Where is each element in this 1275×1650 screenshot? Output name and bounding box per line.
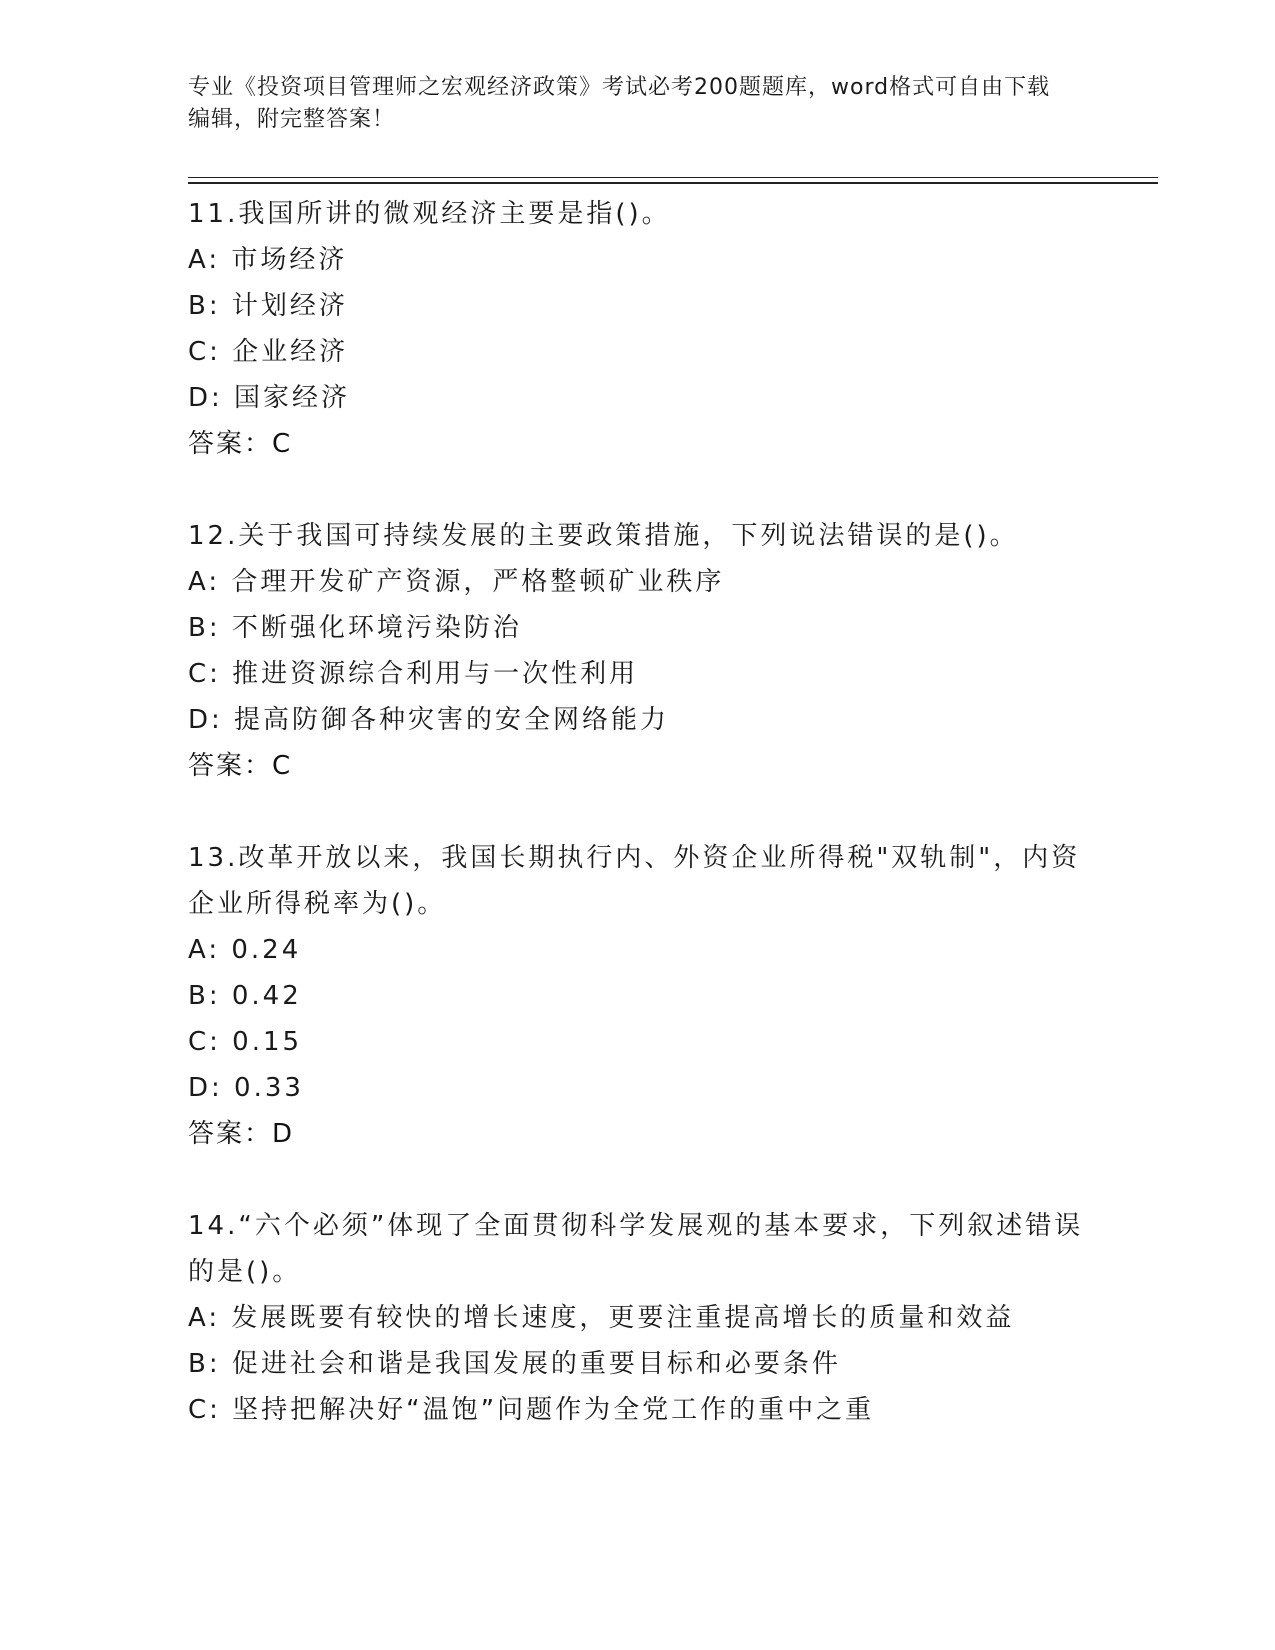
- option-d: D: 国家经济: [188, 383, 351, 413]
- option-b: B: 不断强化环境污染防治: [188, 613, 522, 643]
- option-b: B: 0.42: [188, 981, 302, 1011]
- answer-label: 答案：C: [188, 751, 293, 781]
- option-c: C: 推进资源综合利用与一次性利用: [188, 659, 639, 689]
- option-a: A: 合理开发矿产资源，严格整顿矿业秩序: [188, 567, 725, 597]
- header-divider-thin: [188, 177, 1158, 178]
- header-divider-thick: [188, 182, 1158, 184]
- answer-label: 答案：D: [188, 1119, 295, 1149]
- question-item: [188, 191, 1088, 467]
- question-stem: 13.改革开放以来，我国长期执行内、外资企业所得税"双轨制"，内资企业所得税率为()。: [188, 843, 1081, 919]
- question-stem: 11.我国所讲的微观经济主要是指()。: [188, 199, 671, 229]
- option-a: A: 市场经济: [188, 245, 348, 275]
- option-c: C: 企业经济: [188, 337, 349, 367]
- option-a: A: 0.24: [188, 935, 302, 965]
- answer-label: 答案：C: [188, 429, 293, 459]
- question-item: [188, 513, 1088, 789]
- question-item: [188, 1203, 1088, 1433]
- option-d: D: 0.33: [188, 1073, 304, 1103]
- question-stem: 14.“六个必须”体现了全面贯彻科学发展观的基本要求，下列叙述错误的是()。: [188, 1211, 1084, 1287]
- question-item: [188, 835, 1088, 1157]
- option-d: D: 提高防御各种灾害的安全网络能力: [188, 705, 670, 735]
- option-a: A: 发展既要有较快的增长速度，更要注重提高增长的质量和效益: [188, 1303, 1015, 1333]
- question-list: [188, 191, 1088, 1479]
- question-stem: 12.关于我国可持续发展的主要政策措施，下列说法错误的是()。: [188, 521, 1019, 551]
- option-b: B: 计划经济: [188, 291, 348, 321]
- option-c: C: 坚持把解决好“温饱”问题作为全党工作的重中之重: [188, 1395, 875, 1425]
- option-c: C: 0.15: [188, 1027, 303, 1057]
- document-header: 专业《投资项目管理师之宏观经济政策》考试必考200题题库，word格式可自由下载编辑，附完整答案！: [188, 75, 1051, 132]
- option-b: B: 促进社会和谐是我国发展的重要目标和必要条件: [188, 1349, 841, 1379]
